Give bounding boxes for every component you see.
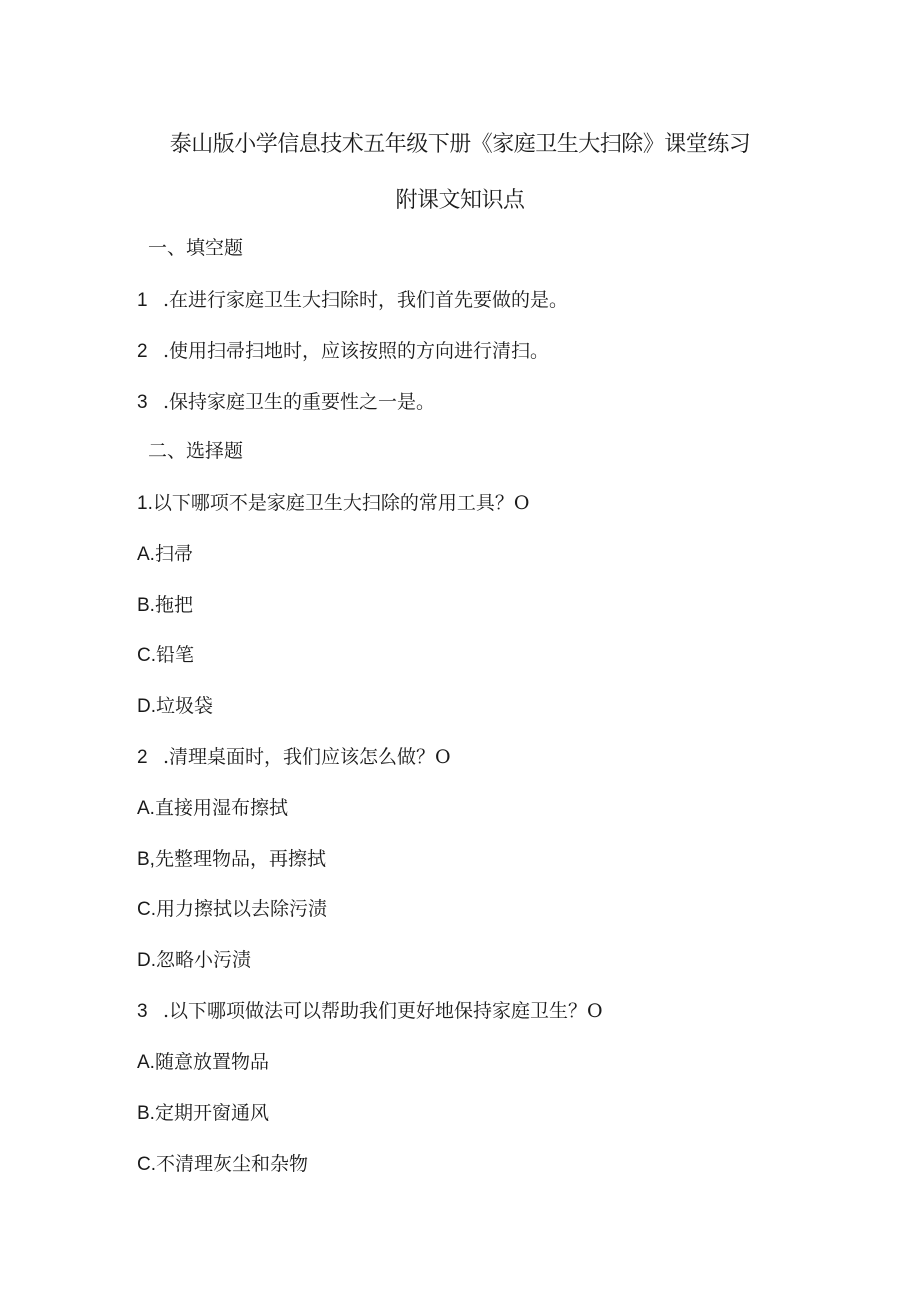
choice-question-3: [137, 998, 603, 1025]
document-title: 泰山版小学信息技术五年级下册《家庭卫生大扫除》课堂练习: [169, 132, 751, 157]
option-text: 不清理灰尘和杂物: [156, 1153, 309, 1175]
question-text: .使用扫帚扫地时，应该按照的方向进行清扫。: [163, 340, 550, 362]
choice-question-2: [137, 744, 451, 771]
option-letter: B.: [137, 1103, 155, 1124]
option-text: 铅笔: [156, 644, 195, 666]
option-c: [137, 642, 194, 669]
option-text: 定期开窗通风: [154, 1102, 269, 1124]
option-letter: B.: [137, 595, 155, 616]
section-heading-fill-in: 一、填空题: [148, 237, 244, 259]
option-a: [137, 541, 193, 568]
option-a: [137, 1049, 269, 1076]
fill-in-question-2: [137, 338, 549, 365]
option-text: 忽略小污渍: [156, 949, 252, 971]
question-text: 以下哪项不是家庭卫生大扫除的常用工具？O: [152, 492, 530, 514]
option-b: [137, 592, 193, 619]
option-letter: A.: [137, 1052, 155, 1073]
option-text: 拖把: [154, 594, 193, 616]
option-d: [137, 947, 251, 974]
section-heading-choice: 二、选择题: [148, 440, 244, 462]
question-number: 3: [137, 1001, 148, 1022]
option-letter: C.: [137, 1154, 156, 1175]
question-number: 1: [137, 290, 148, 311]
option-a: [137, 795, 288, 822]
option-c: [137, 1151, 308, 1178]
option-letter: D.: [137, 950, 156, 971]
fill-in-question-3: [137, 389, 435, 416]
choice-question-1: [137, 490, 529, 517]
option-text: 先整理物品，再擦拭: [154, 848, 326, 870]
option-text: 随意放置物品: [154, 1051, 269, 1073]
option-letter: A.: [137, 798, 155, 819]
option-letter: D.: [137, 696, 156, 717]
document-subtitle: 附课文知识点: [395, 188, 525, 213]
question-text: .保持家庭卫生的重要性之一是。: [163, 391, 436, 413]
option-d: [137, 693, 213, 720]
question-number: 2: [137, 747, 148, 768]
question-text: .清理桌面时，我们应该怎么做？O: [163, 746, 451, 768]
option-b: [137, 846, 326, 873]
option-letter: B,: [137, 849, 155, 870]
question-number: 2: [137, 341, 148, 362]
question-number: 1.: [137, 493, 153, 514]
question-text: .以下哪项做法可以帮助我们更好地保持家庭卫生？O: [163, 1000, 603, 1022]
option-b: [137, 1100, 269, 1127]
question-text: .在进行家庭卫生大扫除时，我们首先要做的是。: [163, 289, 569, 311]
option-text: 垃圾袋: [156, 695, 214, 717]
question-number: 3: [137, 392, 148, 413]
option-letter: A.: [137, 544, 155, 565]
option-letter: C.: [137, 645, 156, 666]
fill-in-question-1: [137, 287, 568, 314]
option-text: 直接用湿布擦拭: [154, 797, 288, 819]
option-text: 用力擦拭以去除污渍: [156, 898, 328, 920]
option-c: [137, 896, 327, 923]
option-letter: C.: [137, 899, 156, 920]
option-text: 扫帚: [154, 543, 193, 565]
